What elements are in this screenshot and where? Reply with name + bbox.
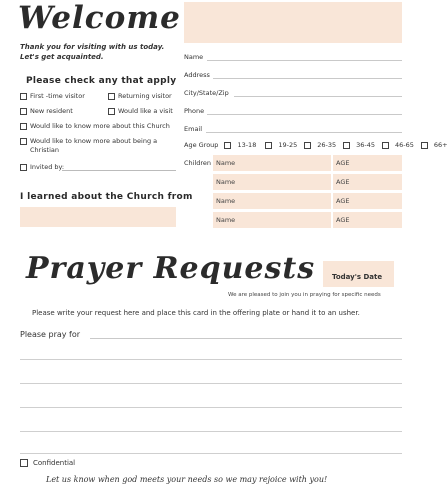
phone-field[interactable]	[207, 114, 402, 115]
thanks-line: Thank you for visiting with us today.	[20, 43, 165, 51]
invited-by-option[interactable]	[20, 163, 64, 172]
child-name-field[interactable]	[213, 174, 331, 190]
child-name-field[interactable]	[213, 193, 331, 209]
checkbox[interactable]	[20, 138, 27, 145]
instruction-text: Please write your request here and place this card in the offering plate or hand it to an usher.	[32, 309, 360, 317]
age-group-row	[184, 141, 448, 149]
learned-input-box[interactable]	[20, 207, 176, 227]
child-age-field[interactable]	[333, 193, 402, 209]
writing-line[interactable]	[20, 431, 402, 432]
child-age-field[interactable]	[333, 212, 402, 228]
checkbox[interactable]	[108, 93, 115, 100]
email-field[interactable]	[206, 132, 402, 133]
writing-line[interactable]	[20, 407, 402, 408]
age-option: 66+	[433, 141, 448, 149]
pray-for-label: Please pray for	[20, 330, 81, 339]
confidential-label: Confidential	[33, 459, 76, 467]
age-option: 19-25	[278, 141, 298, 149]
child-age-label: AGE	[336, 197, 350, 205]
child-name-label: Name	[216, 159, 236, 167]
know-christian-label	[30, 137, 157, 155]
child-age-label: AGE	[336, 159, 350, 167]
checkbox[interactable]	[20, 123, 27, 130]
today-date-box[interactable]	[323, 261, 394, 287]
age-option: 46-65	[395, 141, 414, 149]
know-christian-line1: Would like to know more about being a	[30, 137, 158, 145]
checkbox[interactable]	[421, 142, 428, 149]
visit-option[interactable]	[108, 107, 173, 116]
acquainted-line: Let's get acquainted.	[20, 53, 104, 61]
writing-line[interactable]	[20, 383, 402, 384]
invited-by-label: Invited by:	[30, 163, 65, 171]
age-group-label: Age Group	[184, 141, 219, 149]
city-label: City/State/Zip	[184, 89, 229, 97]
city-field[interactable]	[234, 96, 402, 97]
footer-note: Let us know when god meets your needs so we may rejoice with you!	[46, 475, 328, 484]
welcome-title: Welcome	[18, 0, 181, 36]
child-name-label: Name	[216, 216, 236, 224]
email-label: Email	[184, 125, 203, 133]
confidential-option[interactable]	[20, 459, 75, 467]
child-age-label: AGE	[336, 216, 350, 224]
know-church-label: Would like to know more about this Church	[30, 122, 170, 130]
children-label: Children	[184, 159, 212, 167]
child-age-label: AGE	[336, 178, 350, 186]
name-field[interactable]	[207, 60, 402, 61]
first-time-option[interactable]	[20, 92, 85, 101]
age-option: 36-45	[356, 141, 375, 149]
checkbox[interactable]	[20, 108, 27, 115]
age-option: 13-18	[237, 141, 257, 149]
checkbox[interactable]	[382, 142, 389, 149]
checkbox[interactable]	[108, 108, 115, 115]
visit-label: Would like a visit	[118, 107, 173, 115]
today-date-label: Today's Date	[332, 273, 383, 281]
know-christian-option[interactable]	[20, 137, 157, 155]
first-time-label: First -time visitor	[30, 92, 85, 100]
checklist-heading: Please check any that apply	[26, 76, 177, 86]
checkbox[interactable]	[343, 142, 350, 149]
new-resident-label: New resident	[30, 107, 73, 115]
address-label: Address	[184, 71, 210, 79]
child-name-field[interactable]	[213, 212, 331, 228]
address-field[interactable]	[213, 78, 402, 79]
invited-by-line[interactable]	[62, 170, 176, 171]
age-option: 26-35	[317, 141, 337, 149]
child-age-field[interactable]	[333, 174, 402, 190]
prayer-title: Prayer Requests	[26, 251, 316, 286]
name-label: Name	[184, 53, 204, 61]
checkbox[interactable]	[224, 142, 231, 149]
child-name-label: Name	[216, 197, 236, 205]
returning-option[interactable]	[108, 92, 172, 101]
pray-for-line[interactable]	[90, 338, 402, 339]
writing-line[interactable]	[20, 359, 402, 360]
know-christian-line2: Christian	[30, 146, 59, 154]
child-age-field[interactable]	[333, 155, 402, 171]
writing-line[interactable]	[20, 453, 402, 454]
checkbox[interactable]	[20, 164, 27, 171]
learned-heading: I learned about the Church from	[20, 192, 193, 202]
top-right-box	[184, 2, 402, 43]
checkbox[interactable]	[265, 142, 272, 149]
new-resident-option[interactable]	[20, 107, 73, 116]
checkbox[interactable]	[20, 459, 28, 467]
welcome-subtitle	[20, 42, 164, 62]
know-church-option[interactable]	[20, 122, 170, 131]
phone-label: Phone	[184, 107, 205, 115]
pleased-text: We are pleased to join you in praying for specific needs	[228, 292, 381, 298]
child-name-field[interactable]	[213, 155, 331, 171]
child-name-label: Name	[216, 178, 236, 186]
checkbox[interactable]	[304, 142, 311, 149]
checkbox[interactable]	[20, 93, 27, 100]
returning-label: Returning visitor	[118, 92, 172, 100]
